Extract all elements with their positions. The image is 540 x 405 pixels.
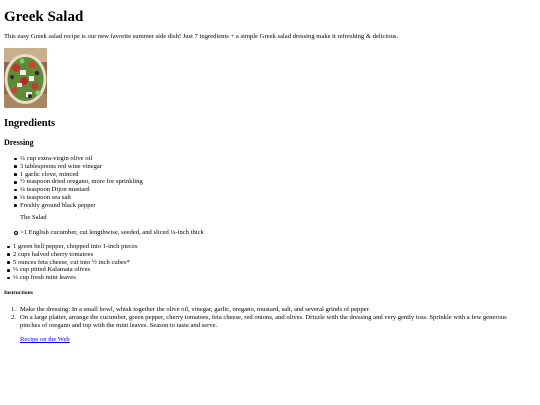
dressing-list — [20, 155, 143, 209]
list-item: ¼ cup fresh mint leaves — [13, 274, 138, 282]
list-item: ¼ teaspoon Dijon mustard — [20, 186, 143, 194]
recipe-web-link[interactable]: Recipe on the Web — [20, 336, 70, 343]
salad-list — [13, 243, 138, 282]
salad-first-list — [20, 229, 204, 237]
step-text: Make the dressing: In a small bowl, whisk together the olive oil, vinegar, garlic, oregano, mustard, salt, and several grinds of pepper. — [20, 306, 371, 313]
list-item: ¼ cup extra-virgin olive oil — [20, 155, 143, 163]
dressing-heading: Dressing — [4, 138, 34, 147]
recipe-intro: This easy Greek salad recipe is our new favorite summer side dish! Just 7 ingredients + a simple Greek salad dressing make it refreshing & delicious. — [4, 33, 399, 40]
salad-image — [4, 48, 47, 108]
instructions-list — [11, 306, 525, 330]
list-item: 1 garlic clove, minced — [20, 171, 143, 179]
list-item: Freshly ground black pepper — [20, 202, 143, 210]
page-title: Greek Salad — [4, 9, 84, 25]
instruction-step — [11, 313, 525, 330]
instructions-heading: Instructions — [4, 290, 33, 296]
list-item: 5 ounces feta cheese, cut into ½ inch cubes* — [13, 259, 138, 267]
list-item: >1 English cucumber, cut lengthwise, seeded, and sliced ¼-inch thick — [20, 229, 204, 236]
list-item: ⅓ cup pitted Kalamata olives — [13, 266, 138, 274]
instruction-step — [11, 306, 525, 314]
list-item: 1 green bell pepper, chopped into 1-inch pieces — [13, 243, 138, 250]
salad-photo — [4, 48, 47, 108]
step-number: 2. — [11, 313, 16, 321]
list-item: 3 tablespoons red wine vinegar — [20, 163, 143, 171]
list-item: ½ teaspoon dried oregano, more for sprinkling — [20, 178, 143, 186]
list-item: 2 cups halved cherry tomatoes — [13, 251, 138, 259]
salad-label: The Salad — [20, 214, 47, 221]
step-number: 1. — [11, 306, 16, 313]
list-item: ¼ teaspoon sea salt — [20, 194, 143, 202]
ingredients-heading: Ingredients — [4, 118, 56, 129]
step-text: On a large platter, arrange the cucumber, green pepper, cherry tomatoes, feta cheese, red onions, and olives. Drizzle with the dressing and very gently toss. Sprinkle with a few generous pinches of oregano and top with the mint leaves. Season to taste and serve. — [20, 313, 507, 329]
